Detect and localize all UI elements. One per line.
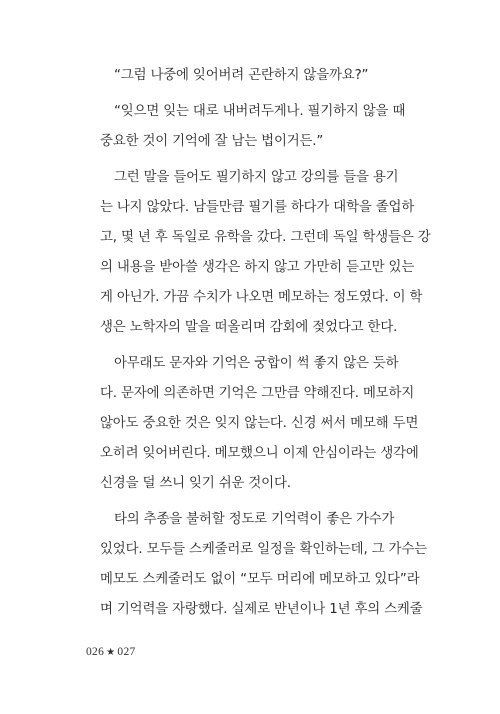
right-page-number: 027 — [117, 646, 136, 658]
text-line: 타의 추종을 불허할 정도로 기억력이 좋은 가수가 — [114, 512, 395, 527]
paragraph — [86, 163, 431, 343]
text-line: 생은 노학자의 말을 떠올리며 감회에 젖었다고 한다. — [100, 320, 398, 335]
paragraph — [86, 349, 418, 499]
body-text — [86, 61, 431, 625]
text-line: 오히려 잊어버린다. 메모했으니 이제 안심이라는 생각에 — [100, 446, 419, 461]
text-line: 중요한 것이 기억에 잘 남는 법이거든.” — [100, 134, 324, 149]
paragraph — [86, 61, 418, 91]
star-separator-icon: ★ — [106, 647, 116, 658]
text-line: 그런 말을 들어도 필기하지 않고 강의를 들을 용기 — [114, 170, 399, 185]
text-line: 의 내용을 받아쓸 생각은 하지 않고 가만히 듣고만 있는 — [100, 260, 415, 275]
text-line: 있었다. 모두들 스케줄러로 일정을 확인하는데, 그 가수는 — [100, 542, 427, 557]
text-line: 아무래도 문자와 기억은 궁합이 썩 좋지 않은 듯하 — [114, 356, 399, 371]
paragraph — [86, 505, 427, 625]
page-number-footer — [86, 646, 136, 658]
text-line: 는 나지 않았다. 남들만큼 필기를 하다가 대학을 졸업하 — [100, 200, 415, 215]
left-page-number: 026 — [86, 646, 105, 658]
text-line: 신경을 덜 쓰니 잊기 쉬운 것이다. — [100, 476, 291, 491]
text-line: 않아도 중요한 것은 잊지 않는다. 신경 써서 메모해 두면 — [100, 416, 419, 431]
text-line: 다. 문자에 의존하면 기억은 그만큼 약해진다. 메모하지 — [100, 386, 415, 401]
text-line: 며 기억력을 자랑했다. 실제로 반년이나 1년 후의 스케줄 — [100, 602, 423, 617]
text-line: 메모도 스케줄러도 없이 “모두 머리에 메모하고 있다”라 — [100, 572, 420, 587]
text-line: 게 아닌가. 가끔 수치가 나오면 메모하는 정도였다. 이 학 — [100, 290, 423, 305]
text-line: 고, 몇 년 후 독일로 유학을 갔다. 그런데 독일 학생들은 강 — [100, 230, 431, 245]
paragraph — [86, 97, 418, 157]
text-line: “잊으면 잊는 대로 내버려두게나. 필기하지 않을 때 — [114, 104, 406, 119]
text-line: “그럼 나중에 잊어버려 곤란하지 않을까요?” — [114, 68, 369, 83]
